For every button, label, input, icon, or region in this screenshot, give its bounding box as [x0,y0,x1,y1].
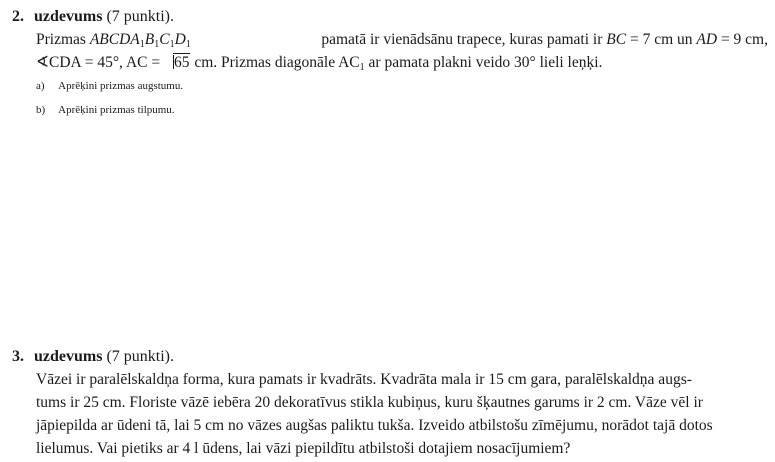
task-2-text-prizmas: Prizmas [36,31,90,48]
task-3-number: 3. [12,348,24,365]
task-2-title [34,6,174,28]
task-3-line-2: tums ir 25 cm. Floriste vāzē iebēra 20 dekoratīvus stikla kubiņus, kuru šķautnes garums ir 2 cm. Vāze vēl ir [36,394,703,411]
task-3-points: (7 punkti). [106,348,174,365]
task-2-title-word: uzdevums [34,8,103,25]
sqrt-argument: 65 [173,54,190,71]
subscript-ac1: 1 [359,62,365,73]
task-2-text-bc-value: = 7 cm un [626,31,697,48]
item-b-label: b) [36,104,46,116]
item-a-label: a) [36,80,45,92]
task-3 [0,346,775,460]
task-3-heading [0,346,775,368]
task-2-text-ad-value: = 9 cm, [717,31,768,48]
task-2-text-trapece: pamatā ir vienādsānu trapece, kuras pamati ir [321,31,607,48]
task-3-line-1: Vāzei ir paralēlskaldņa forma, kura pamats ir kvadrāts. Kvadrāta mala ir 15 cm gara, paralēlskaldņa augs- [36,371,692,388]
task-2-line-2 [36,51,768,74]
task-2-line-1-b [321,28,768,51]
prism-name-d: D [174,31,186,48]
task-2-item-b [36,98,775,122]
sqrt-symbol [164,51,191,74]
task-2-line-1 [36,28,768,51]
angle-cda: ∢CDA = 45°, AC = [36,54,164,71]
subscript-4: 1 [185,39,191,50]
item-a-text: Aprēķini prizmas augstumu. [58,80,184,92]
item-b-text: Aprēķini prizmas tilpumu. [58,104,175,116]
task-3-line-3: jāpiepilda ar ūdeni tā, lai 5 cm no vāzes augšas paliktu tukša. Izveido atbilstošu zīmējumu, norādot tajā dotos [36,417,713,434]
task-2 [0,6,775,122]
task-2-line-1-a [36,28,191,51]
prism-name-abcda: ABCDA [89,31,140,48]
task-2-heading [0,6,775,28]
task-3-title [34,346,174,368]
subscript-1: 1 [139,39,145,50]
task-2-text-diagonal: cm. Prizmas diagonāle AC [190,54,360,71]
task-2-number: 2. [12,8,24,25]
subscript-3: 1 [169,39,175,50]
segment-ad: AD [696,31,718,48]
subscript-2: 1 [154,39,160,50]
task-2-item-a [36,74,775,98]
prism-name-c: C [159,31,170,48]
task-2-text-angle: ar pamata plakni veido 30° lieli leņķi. [364,54,603,71]
task-2-points: (7 punkti). [106,8,174,25]
task-3-title-word: uzdevums [34,348,103,365]
task-3-line-4: lielumus. Vai pietiks ar 4 l ūdens, lai vāzi piepildītu atbilstoši dotajiem nosacījumiem? [36,440,571,457]
segment-bc: BC [606,31,627,48]
prism-name-b: B [144,31,155,48]
